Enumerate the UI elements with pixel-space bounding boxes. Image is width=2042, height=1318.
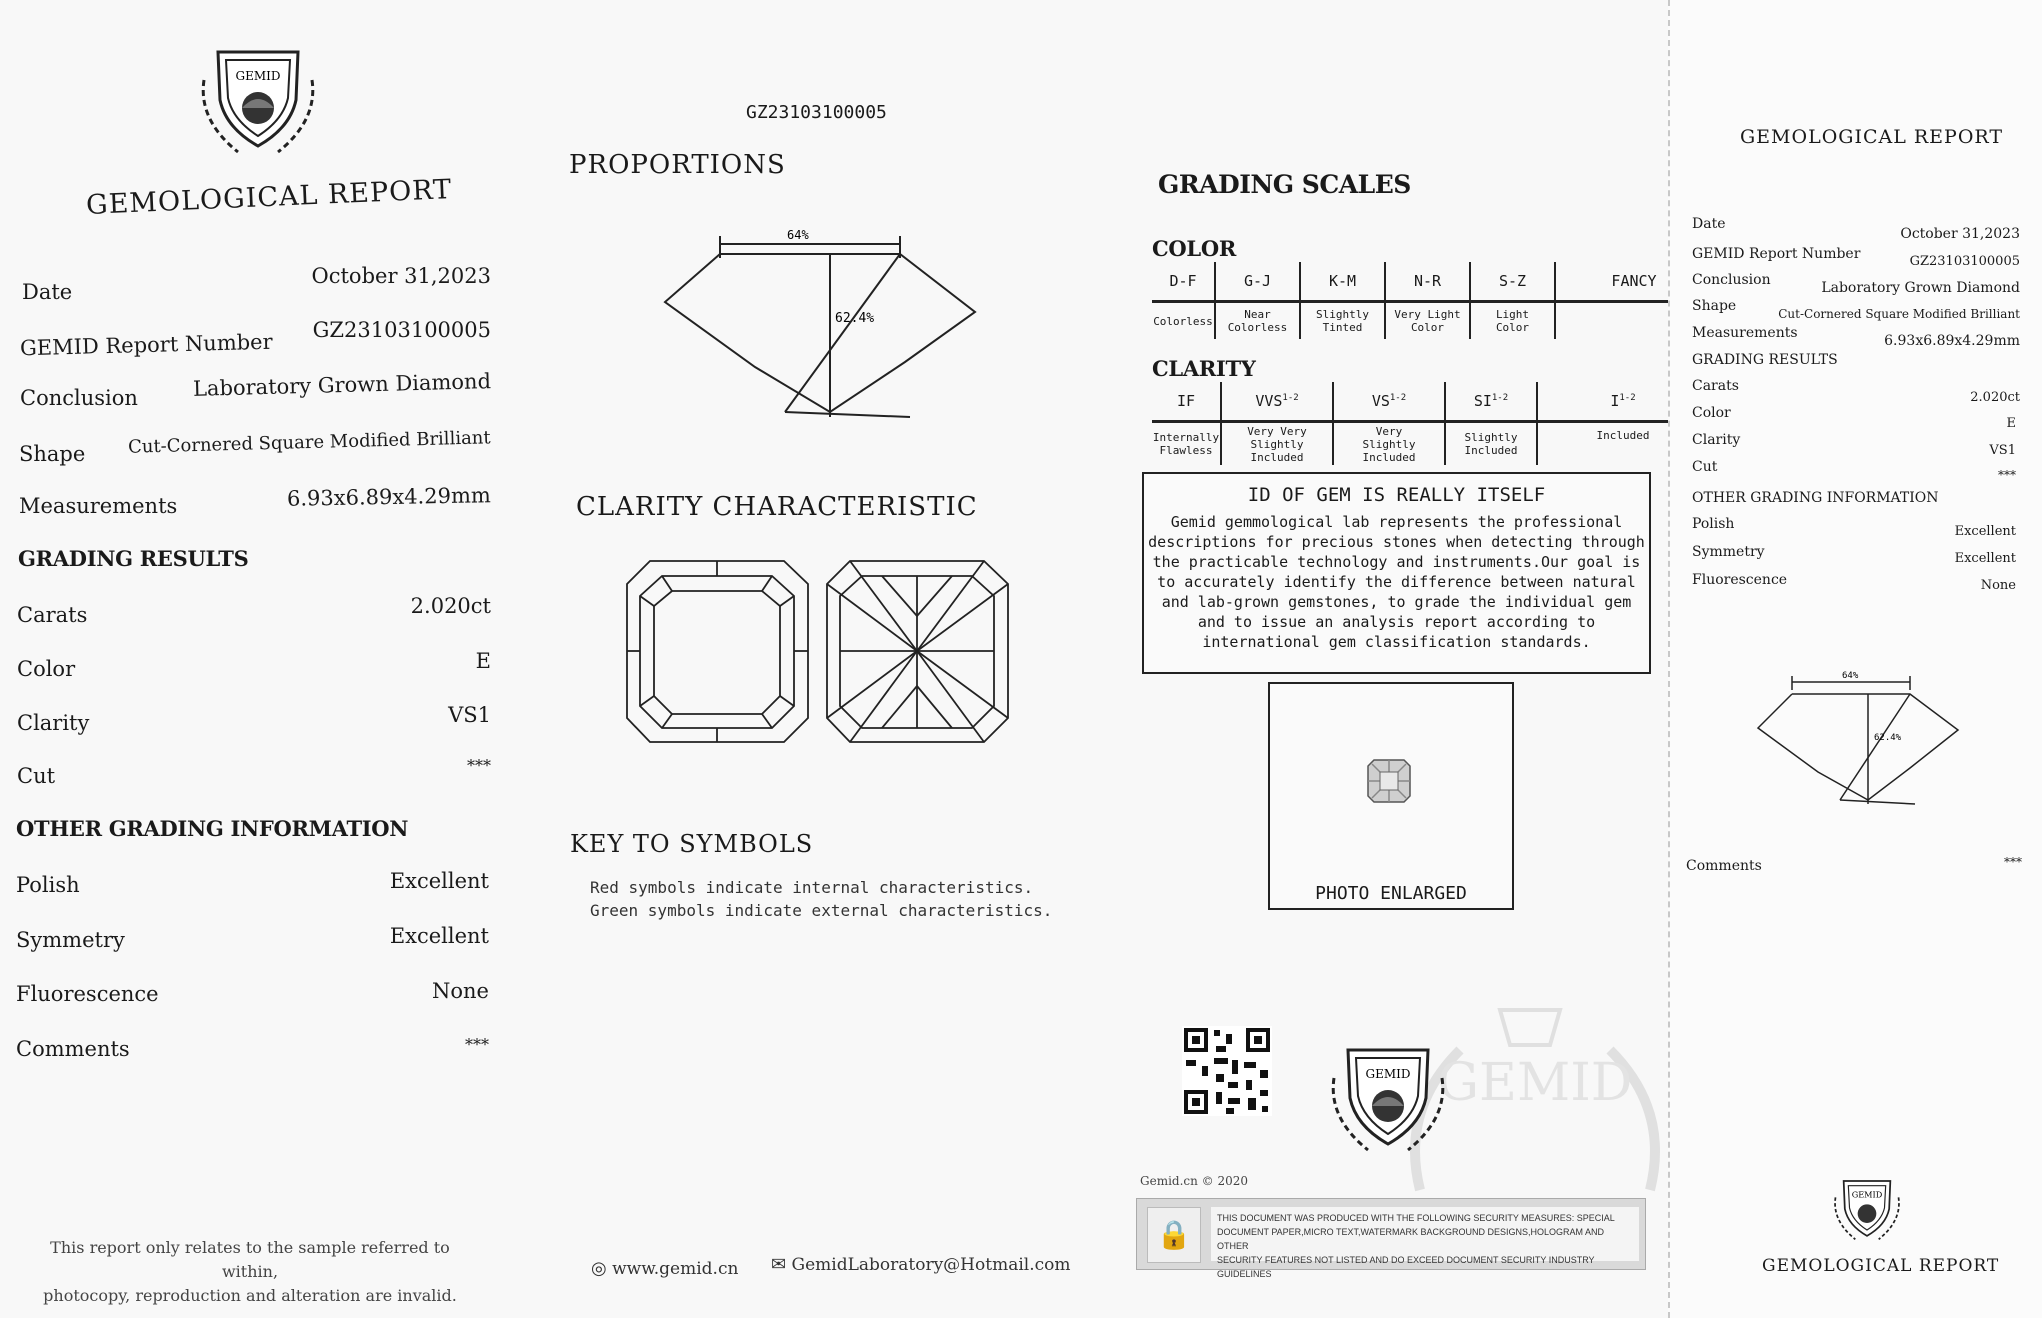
right-date-label: Date [1692, 216, 1726, 232]
globe-icon: ◎ [591, 1258, 607, 1279]
right-depth-percent: 62.4% [1874, 733, 1902, 743]
key-to-symbols-heading: KEY TO SYMBOLS [570, 830, 814, 858]
comments-label: Comments [16, 1037, 130, 1061]
right-color-value: E [2006, 416, 2016, 431]
clarity-desc: Included [1464, 444, 1518, 457]
conclusion-value: Laboratory Grown Diamond [192, 369, 492, 401]
id-line: international gem classification standards. [1202, 633, 1591, 651]
right-polish-value: Excellent [1954, 524, 2016, 539]
id-line: and to issue an analysis report according to [1197, 613, 1596, 631]
gem-photo [1366, 758, 1412, 804]
fluorescence-value: None [432, 979, 489, 1003]
shape-label: Shape [19, 442, 86, 466]
color-grade: K-M [1300, 262, 1385, 302]
clarity-desc: Slightly Included [1362, 437, 1416, 464]
disclaimer [20, 1236, 480, 1308]
email-link[interactable] [771, 1254, 1070, 1275]
color-grade: D-F [1152, 262, 1215, 302]
photo-enlarged-caption: PHOTO ENLARGED [1315, 883, 1467, 904]
clarity-scale-heading: CLARITY [1152, 356, 1256, 381]
right-other-heading: OTHER GRADING INFORMATION [1692, 490, 1939, 506]
right-conclusion-value: Laboratory Grown Diamond [1821, 280, 2020, 296]
security-line: DOCUMENT PAPER,MICRO TEXT,WATERMARK BACKGROUND DESIGNS,HOLOGRAM AND OTHER [1217, 1227, 1605, 1251]
right-symmetry-value: Excellent [1954, 551, 2016, 566]
disclaimer-line-1: This report only relates to the sample referred to within, [50, 1238, 450, 1281]
carats-label: Carats [17, 603, 88, 627]
security-line: SECURITY FEATURES NOT LISTED AND DO EXCEED DOCUMENT SECURITY INDUSTRY GUIDELINES [1217, 1255, 1595, 1279]
gemid-crest-logo [198, 40, 318, 160]
right-cut-label: Cut [1692, 459, 1718, 475]
right-color-label: Color [1692, 405, 1731, 421]
report-number-label: GEMID Report Number [19, 329, 273, 361]
clarity-grade: SI [1473, 392, 1492, 410]
right-comments-label: Comments [1686, 858, 1762, 874]
right-clarity-label: Clarity [1692, 432, 1741, 448]
right-cut-value: *** [1998, 468, 2016, 482]
qr-code[interactable] [1182, 1026, 1272, 1116]
table-percent: 64% [787, 228, 809, 242]
grading-scales-panel [1090, 0, 1668, 1318]
clarity-desc: Slightly [1464, 431, 1518, 444]
right-table-percent: 64% [1842, 671, 1859, 681]
other-grading-heading: OTHER GRADING INFORMATION [16, 816, 409, 841]
color-grade: G-J [1215, 262, 1300, 302]
carats-value: 2.020ct [410, 594, 491, 618]
security-strip [1136, 1198, 1646, 1279]
watermark-text: GEMID [1437, 1053, 1633, 1113]
clarity-plot-pavilion [822, 556, 1012, 746]
color-grade: S-Z [1470, 262, 1555, 302]
date-label: Date [22, 280, 73, 304]
svg-text:GEMID: GEMID [235, 69, 281, 83]
report-number-top: GZ23103100005 [746, 102, 887, 123]
comments-value: *** [465, 1035, 489, 1054]
shape-value: Cut-Cornered Square Modified Brilliant [128, 427, 492, 458]
symmetry-value: Excellent [389, 924, 489, 948]
color-desc: Light [1495, 308, 1530, 321]
color-desc: Tinted [1322, 321, 1363, 334]
right-carats-label: Carats [1692, 378, 1739, 394]
symmetry-label: Symmetry [16, 928, 125, 952]
clarity-plot-crown [622, 556, 812, 746]
right-grading-results-heading: GRADING RESULTS [1692, 352, 1838, 368]
right-fluorescence-value: None [1980, 578, 2016, 593]
color-value: E [475, 649, 491, 673]
right-conclusion-label: Conclusion [1692, 272, 1771, 288]
clarity-grade: VVS [1255, 392, 1283, 410]
clarity-desc: Internally [1152, 431, 1220, 444]
color-desc: Colorless [1153, 314, 1213, 328]
key-line-1: Red symbols indicate internal characteristics. [590, 878, 1034, 897]
report-right-panel [1668, 0, 2042, 1318]
conclusion-label: Conclusion [20, 386, 138, 410]
id-line: and lab-grown gemstones, to grade the individual gem [1161, 593, 1632, 611]
id-line: the practicable technology and instruments.Our goal is [1152, 553, 1641, 571]
right-footer-title: GEMOLOGICAL REPORT [1762, 1256, 2000, 1276]
clarity-desc: Flawless [1159, 444, 1213, 457]
hologram-lock-icon: 🔒 [1147, 1207, 1201, 1263]
website-link[interactable] [591, 1258, 738, 1279]
clarity-value: VS1 [448, 703, 491, 727]
email-text: GemidLaboratory@Hotmail.com [791, 1255, 1071, 1275]
clarity-grade-sup: 1-2 [1491, 393, 1509, 403]
date-value: October 31,2023 [311, 264, 491, 288]
measurements-label: Measurements [19, 494, 178, 518]
clarity-desc: Included [1596, 429, 1650, 442]
cut-label: Cut [17, 764, 56, 788]
id-statement-title: ID OF GEM IS REALLY ITSELF [1247, 484, 1546, 506]
id-line: Gemid gemmological lab represents the professional [1170, 513, 1623, 531]
clarity-characteristic-heading: CLARITY CHARACTERISTIC [576, 492, 978, 522]
clarity-grade: IF [1176, 392, 1196, 410]
color-desc: Slightly [1316, 308, 1369, 321]
color-desc: Colorless [1227, 321, 1288, 334]
clarity-grade: I [1610, 392, 1620, 410]
right-report-number-label: GEMID Report Number [1692, 246, 1861, 262]
photo-enlarged-box [1268, 682, 1514, 910]
clarity-desc: Very [1375, 424, 1403, 438]
security-line: THIS DOCUMENT WAS PRODUCED WITH THE FOLLOWING SECURITY MEASURES: SPECIAL [1217, 1213, 1615, 1223]
color-grade: N-R [1385, 262, 1470, 302]
svg-text:GEMID: GEMID [1365, 1067, 1411, 1081]
right-comments-value: *** [2004, 855, 2022, 869]
report-left-panel [0, 0, 535, 1318]
proportions-heading: PROPORTIONS [569, 150, 786, 180]
right-measurements-value: 6.93x6.89x4.29mm [1884, 333, 2020, 349]
color-label: Color [17, 657, 76, 681]
key-line-2: Green symbols indicate external characteristics. [590, 901, 1053, 920]
right-date-value: October 31,2023 [1900, 226, 2020, 242]
clarity-label: Clarity [17, 711, 90, 735]
cut-value: *** [467, 756, 491, 775]
disclaimer-line-2: photocopy, reproduction and alteration are invalid. [43, 1286, 457, 1305]
right-shape-label: Shape [1692, 298, 1737, 314]
color-desc: Very Light [1394, 308, 1461, 321]
right-proportions-diagram [1750, 668, 1970, 808]
grading-results-heading: GRADING RESULTS [18, 546, 249, 571]
polish-value: Excellent [389, 869, 489, 893]
gemid-crest-logo-stamp [1328, 1038, 1448, 1158]
clarity-grade-sup: 1-2 [1282, 393, 1299, 403]
right-gemid-crest-logo [1832, 1174, 1902, 1244]
depth-percent: 62.4% [835, 311, 875, 326]
clarity-desc: Slightly Included [1250, 437, 1304, 464]
right-clarity-value: VS1 [1989, 443, 2016, 458]
polish-label: Polish [16, 873, 80, 897]
fluorescence-label: Fluorescence [16, 982, 159, 1006]
clarity-grade-sup: 1-2 [1389, 393, 1407, 403]
clarity-desc: Very Very [1247, 424, 1307, 438]
grading-scales-heading: GRADING SCALES [1158, 170, 1411, 199]
id-statement-body [1144, 512, 1649, 652]
right-report-title: GEMOLOGICAL REPORT [1740, 126, 2004, 148]
color-desc: Color [1410, 321, 1445, 334]
color-scale-heading: COLOR [1152, 236, 1237, 261]
color-desc: Near [1244, 308, 1271, 321]
right-measurements-label: Measurements [1692, 325, 1798, 341]
id-line: to accurately identify the difference between natural [1157, 573, 1636, 591]
right-symmetry-label: Symmetry [1692, 544, 1765, 560]
id-line: descriptions for precious stones when detecting through [1148, 533, 1645, 551]
email-icon: ✉ [771, 1254, 787, 1275]
right-fluorescence-label: Fluorescence [1692, 572, 1788, 588]
clarity-grade-sup: 1-2 [1619, 393, 1636, 403]
id-statement-box [1142, 472, 1651, 674]
right-polish-label: Polish [1692, 516, 1735, 532]
website-text: www.gemid.cn [612, 1259, 739, 1279]
measurements-value: 6.93x6.89x4.29mm [287, 483, 492, 511]
clarity-scale-table [1152, 382, 1708, 465]
color-scale-table [1152, 262, 1712, 339]
svg-text:GEMID: GEMID [1851, 1189, 1883, 1200]
color-grade: FANCY [1555, 262, 1712, 302]
right-report-number-value: GZ23103100005 [1909, 254, 2020, 269]
proportions-diagram [655, 222, 1015, 422]
right-carats-value: 2.020ct [1970, 390, 2020, 405]
copyright-text: Gemid.cn © 2020 [1140, 1174, 1249, 1188]
report-number-value: GZ23103100005 [312, 318, 491, 342]
security-text [1211, 1207, 1639, 1279]
clarity-grade: VS [1371, 392, 1390, 410]
report-title: GEMOLOGICAL REPORT [85, 174, 453, 221]
color-desc: Color [1495, 321, 1530, 334]
right-shape-value: Cut-Cornered Square Modified Brilliant [1778, 307, 2020, 321]
report-middle-panel [535, 0, 1090, 1318]
